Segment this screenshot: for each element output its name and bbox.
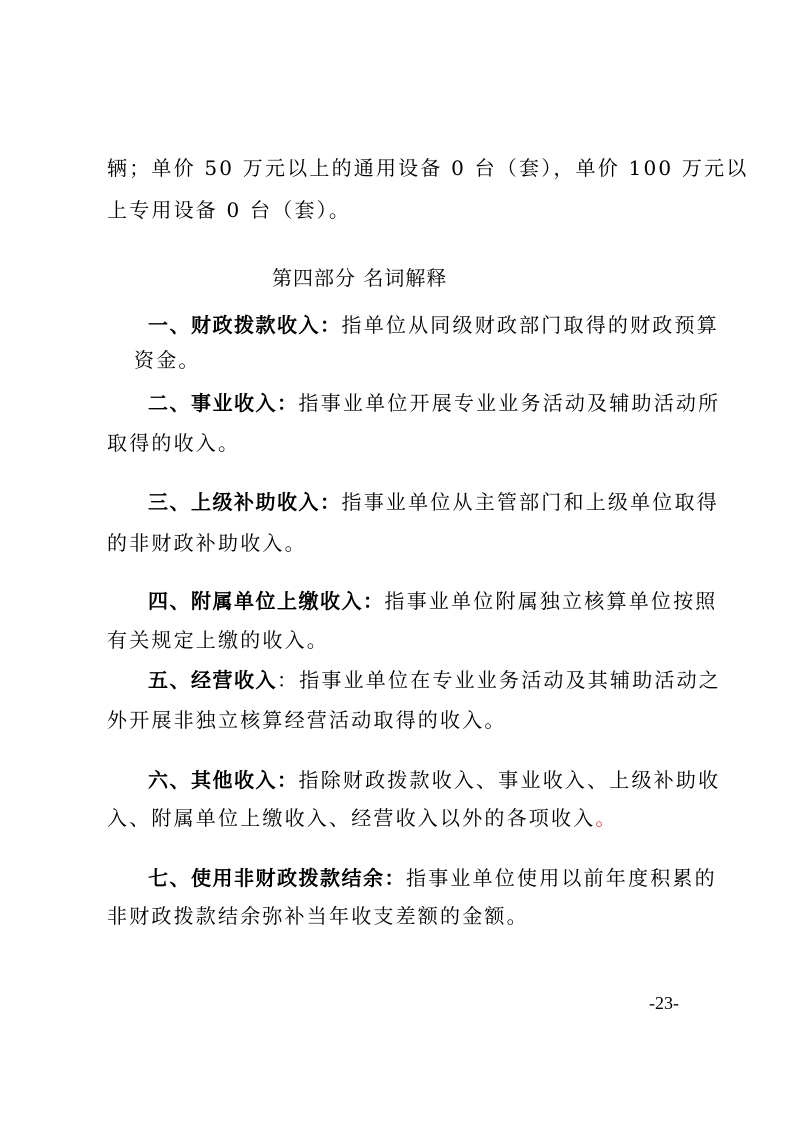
term-6-label: 六、其他收入： <box>148 768 299 792</box>
term-6-line-1 <box>148 767 720 793</box>
term-6-definition: 指除财政拨款收入、事业收入、上级补助收 <box>298 768 721 792</box>
term-4-line-1 <box>148 588 718 614</box>
term-1-label: 一、财政拨款收入： <box>148 313 342 337</box>
term-2-definition: 指事业单位开展专业业务活动及辅助活动所 <box>298 391 721 415</box>
term-7-label: 七、使用非财政拨款结余： <box>148 866 406 890</box>
term-4-label: 四、附属单位上缴收入： <box>148 589 385 613</box>
term-3-definition: 指事业单位从主管部门和上级单位取得 <box>341 490 719 514</box>
term-1-line-2: 资金。 <box>134 348 201 372</box>
term-2-line-2: 取得的收入。 <box>107 431 241 455</box>
term-7-definition: 指事业单位使用以前年度积累的 <box>406 866 717 890</box>
term-2-label: 二、事业收入： <box>148 391 299 415</box>
term-3-line-2: 的非财政补助收入。 <box>107 531 307 555</box>
term-4-definition: 指事业单位附属独立核算单位按照 <box>384 589 718 613</box>
term-5-line-2: 外开展非独立核算经营活动取得的收入。 <box>107 708 507 732</box>
term-6-line-2-text: 入、附属单位上缴收入、经营收入以外的各项收入 <box>107 806 596 830</box>
term-5-definition: 指事业单位在专业业务活动及其辅助活动之 <box>299 668 722 692</box>
term-5-line-1 <box>148 667 721 693</box>
intro-line-2: 上专用设备 0 台（套）。 <box>107 198 352 222</box>
term-7-line-1 <box>148 865 717 891</box>
intro-line-1: 辆；单价 50 万元以上的通用设备 0 台（套），单价 100 万元以 <box>107 156 749 180</box>
term-6-end-period: 。 <box>595 806 618 830</box>
term-3-line-1 <box>148 489 719 515</box>
term-3-label: 三、上级补助收入： <box>148 490 342 514</box>
term-5-label: 五、经营收入 <box>148 668 277 692</box>
term-2-line-1 <box>148 390 720 416</box>
term-6-line-2 <box>107 805 618 831</box>
page-number: -23- <box>649 993 679 1013</box>
term-1-line-1 <box>148 312 719 338</box>
term-5-colon: ： <box>277 668 300 692</box>
section-title: 第四部分 名词解释 <box>272 266 448 290</box>
term-1-definition: 指单位从同级财政部门取得的财政预算 <box>341 313 719 337</box>
term-7-line-2: 非财政拨款结余弥补当年收支差额的金额。 <box>107 904 529 928</box>
term-4-line-2: 有关规定上缴的收入。 <box>107 628 329 652</box>
